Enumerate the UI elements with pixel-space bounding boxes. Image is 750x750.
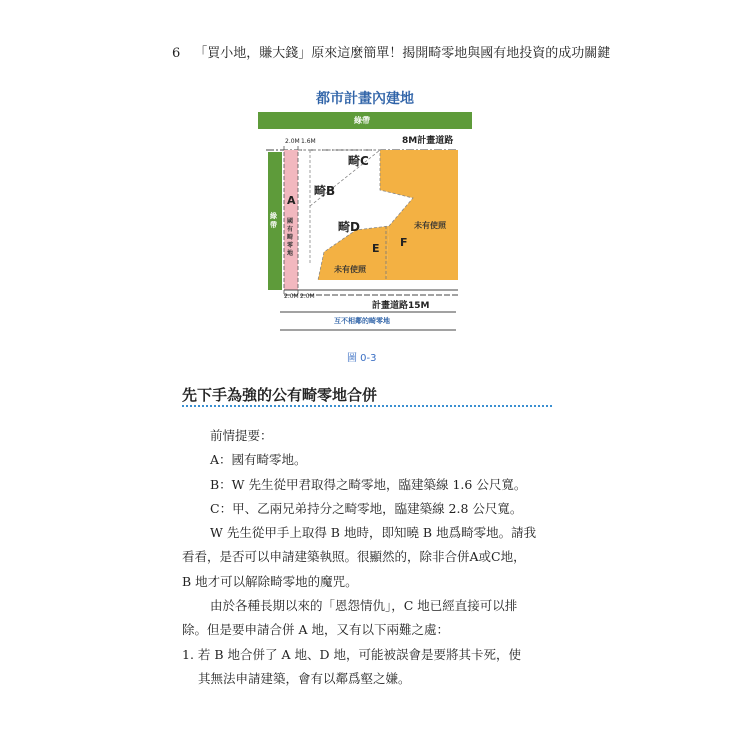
page-number: 6 <box>172 46 181 61</box>
figure-caption: 圖 0-3 <box>347 353 377 364</box>
bottom-note: 互不相鄰的畸零地 <box>334 317 390 325</box>
label-a: A <box>287 194 296 207</box>
section-title: 先下手為強的公有畸零地合併 <box>182 386 378 404</box>
site-plan-figure <box>258 86 472 340</box>
dim-2m-bottom-b: 2.0M <box>300 293 315 300</box>
paragraph: A：國有畸零地。 <box>210 452 307 468</box>
unused-label-f: 未有使照 <box>414 221 446 230</box>
label-b: 畸B <box>314 184 336 198</box>
dim-2m-bottom-a: 2.0M <box>284 293 299 300</box>
paragraph-line: 看看，是否可以申請建築執照。很顯然的，除非合併A或C地， <box>182 549 526 565</box>
paragraph: C：甲、乙兩兄弟持分之畸零地，臨建築線 2.8 公尺寬。 <box>210 500 523 516</box>
paragraph-line: 除。但是要申請合併 A 地，又有以下兩難之處： <box>182 622 449 638</box>
label-c: 畸C <box>348 154 369 168</box>
body-text <box>182 424 554 691</box>
section-divider <box>182 405 552 407</box>
road-8m-label: 8M計畫道路 <box>402 136 454 146</box>
running-header <box>172 42 610 61</box>
running-title: 「買小地，賺大錢」原來這麼簡單！揭開畸零地與國有地投資的成功關鍵 <box>194 46 611 61</box>
label-e: E <box>372 242 380 255</box>
paragraph-line: 由於各種長期以來的「恩怨情仇」，C 地已經直接可以排 <box>210 598 518 614</box>
dim-2m-top: 2.0M <box>285 138 300 145</box>
road-15m-label: 計畫道路15M <box>372 301 430 311</box>
label-f: F <box>400 236 408 249</box>
list-item-line: 1. 若 B 地合併了 A 地、D 地，可能被誤會是要將其卡死，使 <box>182 646 522 662</box>
label-d: 畸D <box>338 220 360 234</box>
paragraph: 前情提要： <box>210 428 273 443</box>
unused-label-e: 未有使照 <box>334 265 366 274</box>
paragraph-line: W 先生從甲手上取得 B 地時，即知曉 B 地爲畸零地。請我 <box>210 525 537 541</box>
list-item-line: 其無法申請建築，會有以鄰爲壑之嫌。 <box>198 670 411 686</box>
green-belt-left-label: 綠帶 <box>270 212 277 229</box>
paragraph-line: B 地才可以解除畸零地的魔咒。 <box>182 573 358 589</box>
paragraph: B：W 先生從甲君取得之畸零地，臨建築線 1.6 公尺寬。 <box>210 476 527 492</box>
dim-16m-top: 1.6M <box>301 138 316 145</box>
green-belt-top-label: 綠帶 <box>354 116 370 125</box>
figure-title: 都市計畫內建地 <box>316 91 414 107</box>
plot-f <box>380 150 458 280</box>
national-land-label: 國有畸零地 <box>287 218 294 257</box>
